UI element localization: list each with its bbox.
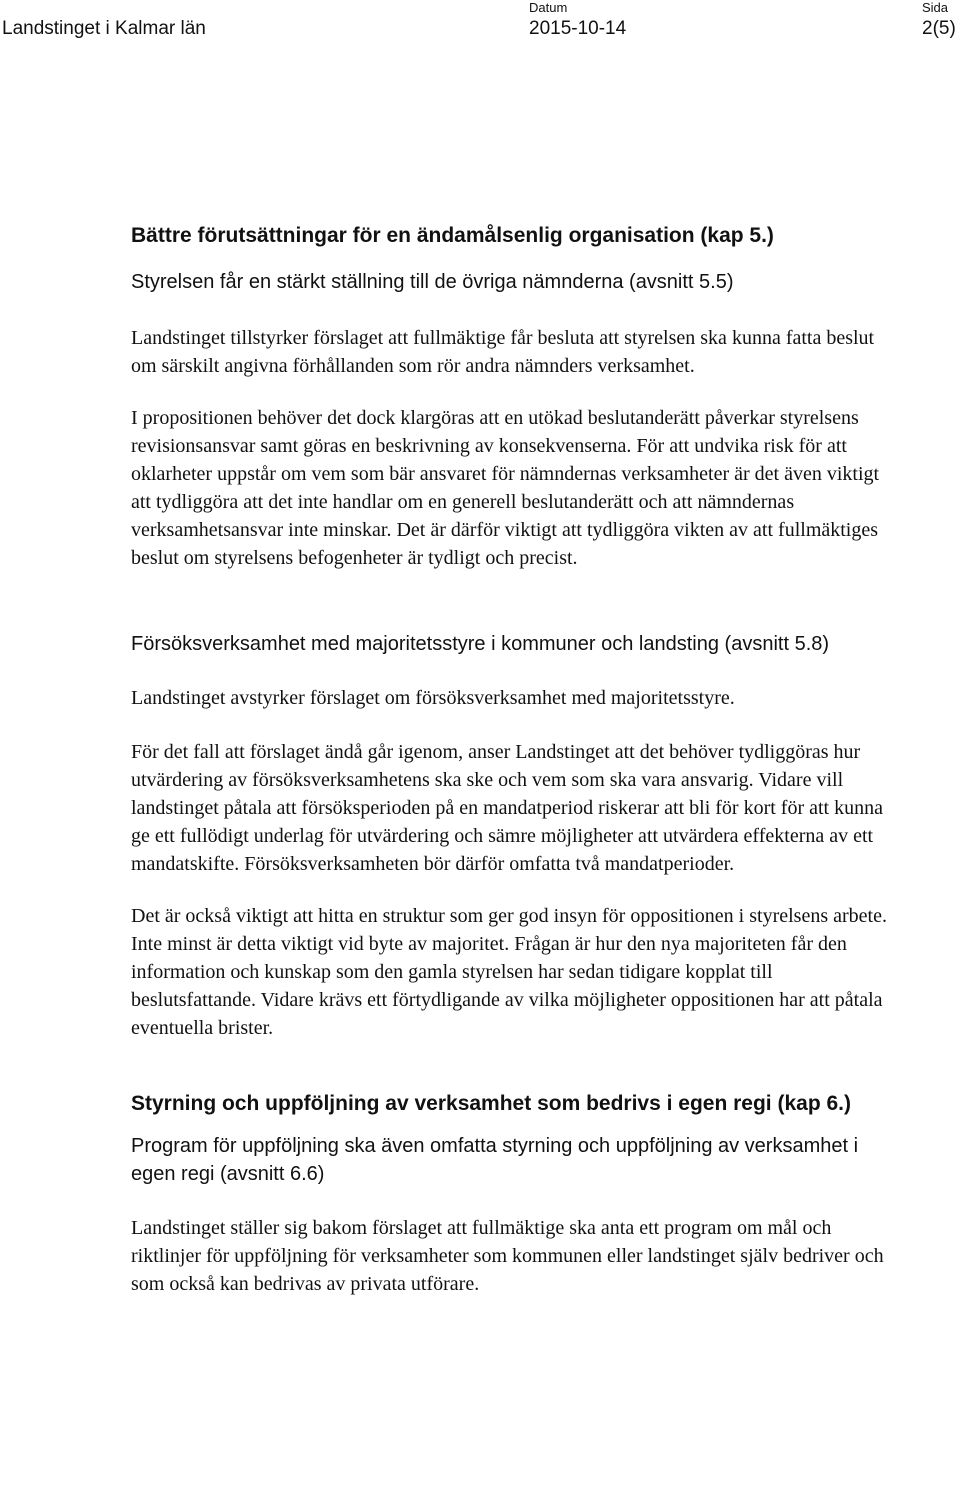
paragraph-tillstyrker: Landstinget tillstyrker förslaget att fullmäktige får besluta att styrelsen ska kunna fatta beslut om särskilt angivna förhållanden som rör andra nämnders verksamhet.: [131, 327, 875, 377]
paragraph-for-det-fall: För det fall att förslaget ändå går igenom, anser Landstinget att det behöver tydliggöras hur utvärdering av försöksverksamhetens ska ske och vem som ska vara ansvarig. Vidare vill landstinget påtala att försöksperioden på en mandatperiod riskerar att bli för kort för att kunna ge ett fullödigt underlag för utvärdering och sämre möjligheter att utvärdera effekterna av ett mandatskifte. Försöksverksamheten bör därför omfatta två mandatperioder.: [131, 741, 883, 875]
subheading-avsnitt-6-6: Program för uppföljning ska även omfatta styrning och uppföljning av verksamhet i egen regi (avsnitt 6.6): [131, 1135, 859, 1185]
document-body: [131, 222, 891, 1298]
section-heading-kap5: Bättre förutsättningar för en ändamålsenlig organisation (kap 5.): [131, 224, 774, 247]
header-organization: Landstinget i Kalmar län: [2, 18, 206, 39]
section-heading-kap6: Styrning och uppföljning av verksamhet som bedrivs i egen regi (kap 6.): [131, 1092, 851, 1115]
header-date-label: Datum: [529, 0, 568, 15]
header-page-number: 2(5): [922, 18, 956, 39]
subheading-avsnitt-5-5: Styrelsen får en stärkt ställning till de övriga nämnderna (avsnitt 5.5): [131, 271, 734, 293]
paragraph-propositionen: I propositionen behöver det dock klargöras att en utökad beslutanderätt påverkar styrelsens revisionsansvar samt göras en beskrivning av konsekvenserna. För att undvika risk för att oklarheter uppstår om vem som bär ansvaret för nämndernas verksamheter är det även viktigt att tydliggöra att det inte handlar om en generell beslutanderätt och att nämndernas verksamhetsansvar inte minskar. Det är därför viktigt att tydliggöra vikten av att fullmäktiges beslut om styrelsens befogenheter är tydligt och precist.: [131, 407, 880, 569]
paragraph-avstyrker: Landstinget avstyrker förslaget om försöksverksamhet med majoritetsstyre.: [131, 687, 735, 709]
subheading-avsnitt-5-8: Försöksverksamhet med majoritetsstyre i kommuner och landsting (avsnitt 5.8): [131, 633, 830, 655]
paragraph-staller-sig-bakom: Landstinget ställer sig bakom förslaget att fullmäktige ska anta ett program om mål och riktlinjer för uppföljning för verksamheter som kommunen eller landstinget själv bedriver och som också kan bedrivas av privata utförare.: [131, 1217, 884, 1295]
paragraph-opposition: Det är också viktigt att hitta en struktur som ger god insyn för oppositionen i styrelsens arbete. Inte minst är detta viktigt vid byte av majoritet. Frågan är hur den nya majoriteten får den information och kunskap som den gamla styrelsen har sedan tidigare kopplat till beslutsfattande. Vidare krävs ett förtydligande av vilka möjligheter oppositionen har att påtala eventuella brister.: [131, 905, 887, 1039]
header-date: 2015-10-14: [529, 18, 627, 39]
header-page-label: Sida: [922, 0, 949, 15]
